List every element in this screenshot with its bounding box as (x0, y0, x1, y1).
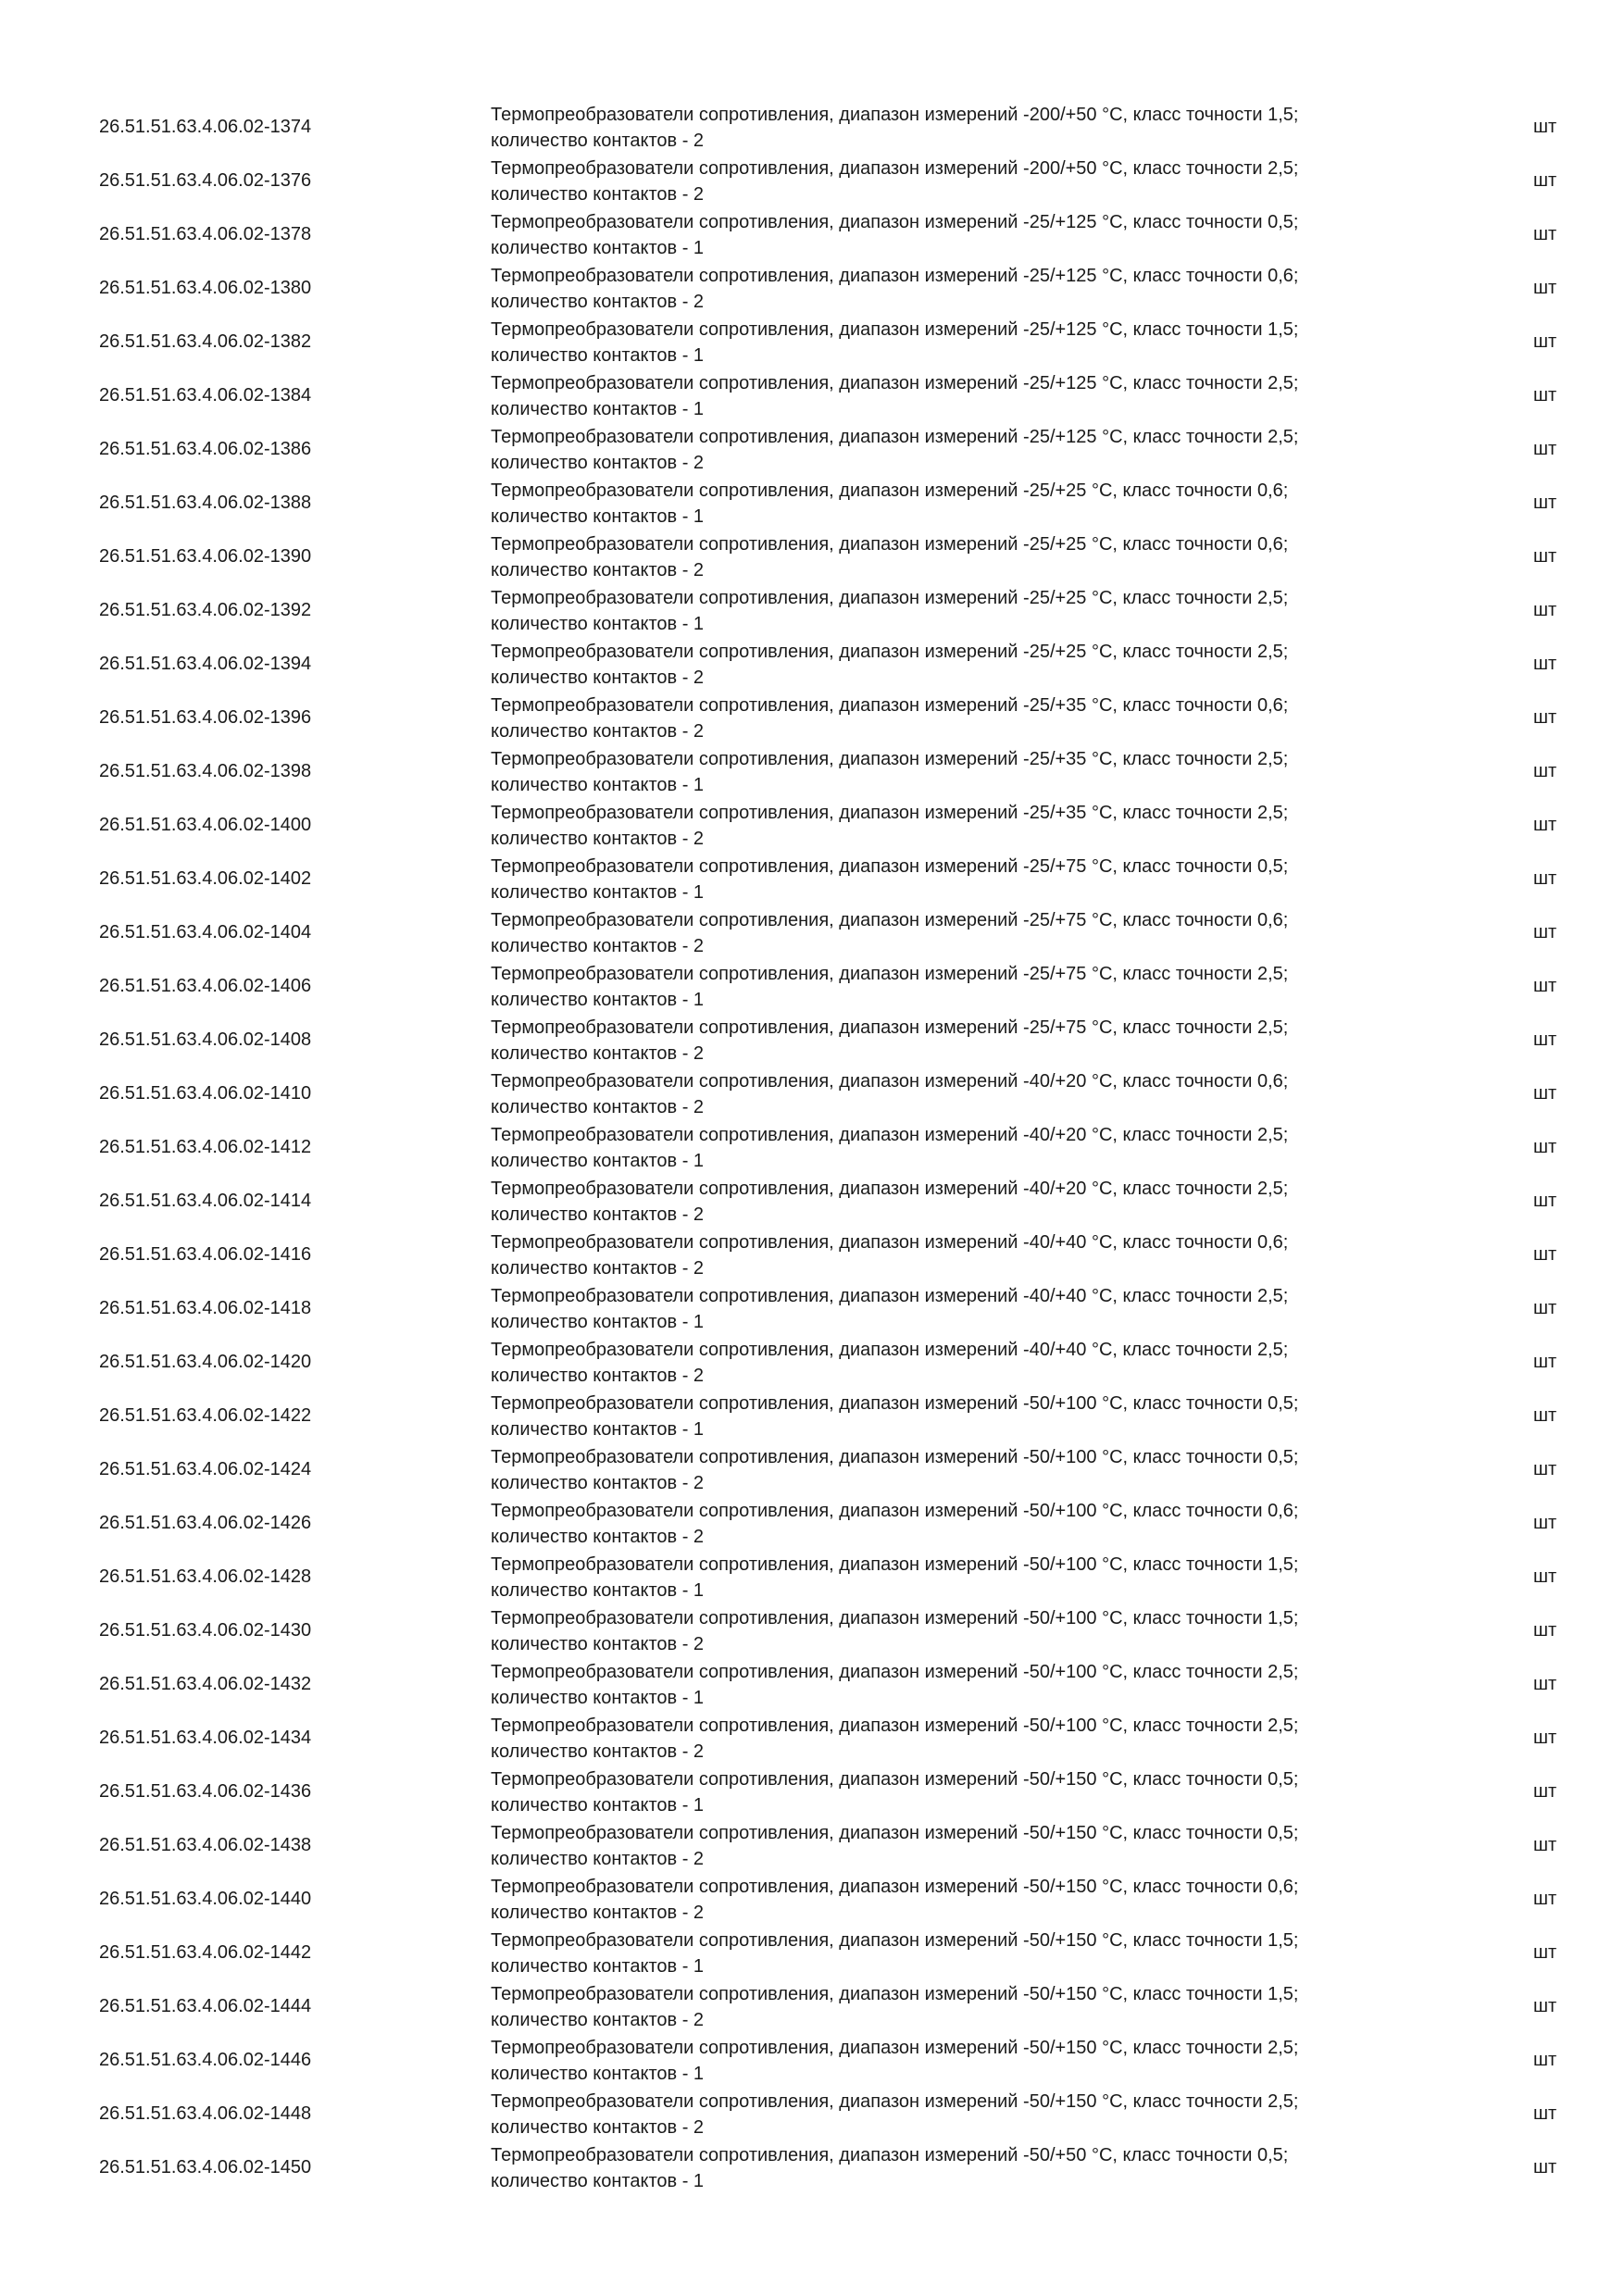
description-line-2: количество контактов - 2 (491, 1473, 705, 1493)
item-unit: шт (1533, 600, 1557, 620)
item-code: 26.51.51.63.4.06.02-1392 (99, 600, 312, 620)
item-code: 26.51.51.63.4.06.02-1374 (99, 117, 312, 137)
item-description (491, 209, 1509, 261)
description-line-1: Термопреобразователи сопротивления, диапазон измерений -50/+150 °С, класс точности 2,5; (491, 2091, 1299, 2112)
table-row (0, 530, 1624, 583)
description-line-2: количество контактов - 1 (491, 1151, 705, 1171)
table-row (0, 959, 1624, 1013)
item-code: 26.51.51.63.4.06.02-1388 (99, 493, 312, 513)
item-code: 26.51.51.63.4.06.02-1450 (99, 2157, 312, 2177)
item-unit: шт (1533, 2157, 1557, 2177)
table-row (0, 1496, 1624, 1550)
item-code: 26.51.51.63.4.06.02-1420 (99, 1352, 312, 1372)
table-row (0, 1335, 1624, 1389)
description-line-2: количество контактов - 1 (491, 1795, 705, 1816)
item-code: 26.51.51.63.4.06.02-1416 (99, 1244, 312, 1265)
item-unit: шт (1533, 1352, 1557, 1372)
description-line-2: количество контактов - 2 (491, 1527, 705, 1547)
item-unit: шт (1533, 546, 1557, 567)
description-line-1: Термопреобразователи сопротивления, диапазон измерений -40/+40 °С, класс точности 0,6; (491, 1232, 1289, 1253)
table-row (0, 1711, 1624, 1765)
table-row (0, 637, 1624, 691)
item-code: 26.51.51.63.4.06.02-1428 (99, 1566, 312, 1587)
description-line-1: Термопреобразователи сопротивления, диапазон измерений -25/+125 °С, класс точности 2,5; (491, 427, 1299, 447)
table-row (0, 1603, 1624, 1657)
item-code: 26.51.51.63.4.06.02-1378 (99, 224, 312, 244)
item-description (491, 1928, 1509, 1979)
item-unit: шт (1533, 1298, 1557, 1318)
description-line-1: Термопреобразователи сопротивления, диапазон измерений -50/+100 °С, класс точности 1,5; (491, 1554, 1299, 1575)
item-description (491, 907, 1509, 959)
item-code: 26.51.51.63.4.06.02-1380 (99, 278, 312, 298)
item-unit: шт (1533, 1513, 1557, 1533)
description-line-1: Термопреобразователи сопротивления, диапазон измерений -25/+125 °С, класс точности 2,5; (491, 373, 1299, 393)
item-code: 26.51.51.63.4.06.02-1382 (99, 331, 312, 352)
item-code: 26.51.51.63.4.06.02-1376 (99, 170, 312, 191)
item-description (491, 2142, 1509, 2194)
item-code: 26.51.51.63.4.06.02-1418 (99, 1298, 312, 1318)
item-code: 26.51.51.63.4.06.02-1404 (99, 922, 312, 942)
item-description (491, 424, 1509, 476)
item-unit: шт (1533, 976, 1557, 996)
description-line-1: Термопреобразователи сопротивления, диапазон измерений -50/+150 °С, класс точности 1,5; (491, 1930, 1299, 1951)
item-code: 26.51.51.63.4.06.02-1426 (99, 1513, 312, 1533)
description-line-1: Термопреобразователи сопротивления, диапазон измерений -40/+20 °С, класс точности 2,5; (491, 1125, 1289, 1145)
description-line-1: Термопреобразователи сопротивления, диапазон измерений -50/+100 °С, класс точности 2,5; (491, 1662, 1299, 1682)
description-line-2: количество контактов - 1 (491, 345, 705, 366)
table-row (0, 852, 1624, 905)
item-code: 26.51.51.63.4.06.02-1438 (99, 1835, 312, 1855)
item-description (491, 263, 1509, 315)
description-line-1: Термопреобразователи сопротивления, диапазон измерений -50/+150 °С, класс точности 0,5; (491, 1823, 1299, 1843)
description-line-2: количество контактов - 2 (491, 1849, 705, 1869)
description-line-2: количество контактов - 1 (491, 614, 705, 634)
item-code: 26.51.51.63.4.06.02-1402 (99, 868, 312, 889)
table-row (0, 1926, 1624, 1979)
item-description (491, 1176, 1509, 1228)
item-description (491, 478, 1509, 530)
item-description (491, 585, 1509, 637)
description-line-2: количество контактов - 2 (491, 1366, 705, 1386)
item-description (491, 1766, 1509, 1818)
description-line-1: Термопреобразователи сопротивления, диапазон измерений -40/+20 °С, класс точности 2,5; (491, 1179, 1289, 1199)
description-line-1: Термопреобразователи сопротивления, диапазон измерений -40/+20 °С, класс точности 0,6; (491, 1071, 1289, 1092)
description-line-1: Термопреобразователи сопротивления, диапазон измерений -25/+125 °С, класс точности 0,6; (491, 266, 1299, 286)
item-description (491, 370, 1509, 422)
item-code: 26.51.51.63.4.06.02-1424 (99, 1459, 312, 1479)
item-unit: шт (1533, 707, 1557, 728)
item-description (491, 1283, 1509, 1335)
item-description (491, 693, 1509, 744)
table-row (0, 1765, 1624, 1818)
description-line-1: Термопреобразователи сопротивления, диапазон измерений -40/+40 °С, класс точности 2,5; (491, 1340, 1289, 1360)
description-line-2: количество контактов - 2 (491, 184, 705, 205)
item-description (491, 2089, 1509, 2140)
item-code: 26.51.51.63.4.06.02-1430 (99, 1620, 312, 1641)
item-description (491, 1498, 1509, 1550)
description-line-2: количество контактов - 1 (491, 882, 705, 903)
item-description (491, 1552, 1509, 1603)
item-unit: шт (1533, 922, 1557, 942)
item-unit: шт (1533, 815, 1557, 835)
item-description (491, 1874, 1509, 1926)
description-line-2: количество контактов - 2 (491, 1043, 705, 1064)
description-line-1: Термопреобразователи сопротивления, диапазон измерений -25/+75 °С, класс точности 0,5; (491, 856, 1289, 877)
table-row (0, 1550, 1624, 1603)
table-row (0, 583, 1624, 637)
description-line-1: Термопреобразователи сопротивления, диапазон измерений -50/+150 °С, класс точности 0,6; (491, 1877, 1299, 1897)
item-unit: шт (1533, 331, 1557, 352)
description-line-1: Термопреобразователи сопротивления, диапазон измерений -50/+150 °С, класс точности 1,5; (491, 1984, 1299, 2004)
item-unit: шт (1533, 2050, 1557, 2070)
description-line-2: количество контактов - 1 (491, 1956, 705, 1977)
description-line-2: количество контактов - 1 (491, 990, 705, 1010)
item-unit: шт (1533, 385, 1557, 406)
description-line-1: Термопреобразователи сопротивления, диапазон измерений -25/+35 °С, класс точности 2,5; (491, 803, 1289, 823)
item-code: 26.51.51.63.4.06.02-1422 (99, 1405, 312, 1426)
table-row (0, 1067, 1624, 1120)
item-unit: шт (1533, 224, 1557, 244)
item-unit: шт (1533, 493, 1557, 513)
item-description (491, 854, 1509, 905)
description-line-2: количество контактов - 2 (491, 1258, 705, 1279)
table-row (0, 1442, 1624, 1496)
table-row (0, 1013, 1624, 1067)
item-code: 26.51.51.63.4.06.02-1400 (99, 815, 312, 835)
item-unit: шт (1533, 1996, 1557, 2016)
item-unit: шт (1533, 439, 1557, 459)
description-line-1: Термопреобразователи сопротивления, диапазон измерений -25/+125 °С, класс точности 0,5; (491, 212, 1299, 232)
item-unit: шт (1533, 1942, 1557, 1963)
item-unit: шт (1533, 2103, 1557, 2124)
item-code: 26.51.51.63.4.06.02-1406 (99, 976, 312, 996)
table-row (0, 261, 1624, 315)
table-row (0, 1228, 1624, 1281)
table-row (0, 691, 1624, 744)
item-unit: шт (1533, 761, 1557, 781)
table-row (0, 744, 1624, 798)
item-unit: шт (1533, 1620, 1557, 1641)
description-line-1: Термопреобразователи сопротивления, диапазон измерений -25/+25 °С, класс точности 2,5; (491, 642, 1289, 662)
item-code: 26.51.51.63.4.06.02-1410 (99, 1083, 312, 1104)
description-line-1: Термопреобразователи сопротивления, диапазон измерений -25/+125 °С, класс точности 1,5; (491, 319, 1299, 340)
item-description (491, 800, 1509, 852)
item-description (491, 1068, 1509, 1120)
description-line-2: количество контактов - 1 (491, 506, 705, 527)
item-unit: шт (1533, 1405, 1557, 1426)
description-line-2: количество контактов - 2 (491, 1634, 705, 1654)
classifier-table (0, 100, 1624, 2194)
item-description (491, 1981, 1509, 2033)
description-line-2: количество контактов - 2 (491, 1097, 705, 1117)
item-description (491, 1391, 1509, 1442)
description-line-2: количество контактов - 1 (491, 2064, 705, 2084)
description-line-1: Термопреобразователи сопротивления, диапазон измерений -25/+75 °С, класс точности 0,6; (491, 910, 1289, 930)
description-line-2: количество контактов - 2 (491, 668, 705, 688)
table-row (0, 154, 1624, 207)
item-code: 26.51.51.63.4.06.02-1390 (99, 546, 312, 567)
description-line-1: Термопреобразователи сопротивления, диапазон измерений -200/+50 °С, класс точности 2,5; (491, 158, 1299, 179)
table-row (0, 100, 1624, 154)
item-code: 26.51.51.63.4.06.02-1432 (99, 1674, 312, 1694)
description-line-2: количество контактов - 2 (491, 829, 705, 849)
description-line-2: количество контактов - 2 (491, 2010, 705, 2030)
item-unit: шт (1533, 868, 1557, 889)
item-description (491, 2035, 1509, 2087)
table-row (0, 1657, 1624, 1711)
description-line-1: Термопреобразователи сопротивления, диапазон измерений -50/+100 °С, класс точности 2,5; (491, 1716, 1299, 1736)
item-code: 26.51.51.63.4.06.02-1440 (99, 1889, 312, 1909)
description-line-2: количество контактов - 1 (491, 238, 705, 258)
item-code: 26.51.51.63.4.06.02-1412 (99, 1137, 312, 1157)
description-line-1: Термопреобразователи сопротивления, диапазон измерений -25/+75 °С, класс точности 2,5; (491, 964, 1289, 984)
description-line-2: количество контактов - 1 (491, 1580, 705, 1601)
description-line-2: количество контактов - 2 (491, 560, 705, 580)
item-code: 26.51.51.63.4.06.02-1444 (99, 1996, 312, 2016)
item-description (491, 531, 1509, 583)
item-code: 26.51.51.63.4.06.02-1436 (99, 1781, 312, 1802)
item-description (491, 1713, 1509, 1765)
item-description (491, 317, 1509, 368)
table-row (0, 2140, 1624, 2194)
item-unit: шт (1533, 1191, 1557, 1211)
description-line-2: количество контактов - 2 (491, 1204, 705, 1225)
item-unit: шт (1533, 1083, 1557, 1104)
item-unit: шт (1533, 170, 1557, 191)
item-description (491, 1122, 1509, 1174)
item-description (491, 1015, 1509, 1067)
description-line-2: количество контактов - 1 (491, 1312, 705, 1332)
description-line-2: количество контактов - 2 (491, 131, 705, 151)
item-description (491, 961, 1509, 1013)
item-code: 26.51.51.63.4.06.02-1448 (99, 2103, 312, 2124)
table-row (0, 2033, 1624, 2087)
description-line-2: количество контактов - 1 (491, 399, 705, 419)
item-unit: шт (1533, 117, 1557, 137)
item-code: 26.51.51.63.4.06.02-1396 (99, 707, 312, 728)
item-description (491, 1444, 1509, 1496)
table-row (0, 905, 1624, 959)
item-unit: шт (1533, 1244, 1557, 1265)
description-line-1: Термопреобразователи сопротивления, диапазон измерений -25/+25 °С, класс точности 2,5; (491, 588, 1289, 608)
item-unit: шт (1533, 1137, 1557, 1157)
item-code: 26.51.51.63.4.06.02-1398 (99, 761, 312, 781)
description-line-2: количество контактов - 2 (491, 1903, 705, 1923)
description-line-1: Термопреобразователи сопротивления, диапазон измерений -50/+100 °С, класс точности 0,5; (491, 1393, 1299, 1414)
description-line-2: количество контактов - 2 (491, 936, 705, 956)
item-description (491, 746, 1509, 798)
item-code: 26.51.51.63.4.06.02-1414 (99, 1191, 312, 1211)
table-row (0, 1174, 1624, 1228)
table-row (0, 1979, 1624, 2033)
item-unit: шт (1533, 654, 1557, 674)
item-code: 26.51.51.63.4.06.02-1384 (99, 385, 312, 406)
item-unit: шт (1533, 1889, 1557, 1909)
table-row (0, 1120, 1624, 1174)
item-description (491, 1229, 1509, 1281)
item-code: 26.51.51.63.4.06.02-1434 (99, 1728, 312, 1748)
item-code: 26.51.51.63.4.06.02-1446 (99, 2050, 312, 2070)
description-line-1: Термопреобразователи сопротивления, диапазон измерений -25/+35 °С, класс точности 2,5; (491, 749, 1289, 769)
item-unit: шт (1533, 1781, 1557, 1802)
description-line-2: количество контактов - 1 (491, 2171, 705, 2191)
item-description (491, 1605, 1509, 1657)
table-row (0, 798, 1624, 852)
description-line-2: количество контактов - 2 (491, 1741, 705, 1762)
item-description (491, 1337, 1509, 1389)
item-description (491, 1820, 1509, 1872)
item-code: 26.51.51.63.4.06.02-1386 (99, 439, 312, 459)
description-line-1: Термопреобразователи сопротивления, диапазон измерений -40/+40 °С, класс точности 2,5; (491, 1286, 1289, 1306)
item-unit: шт (1533, 1459, 1557, 1479)
table-row (0, 422, 1624, 476)
item-unit: шт (1533, 278, 1557, 298)
description-line-1: Термопреобразователи сопротивления, диапазон измерений -50/+100 °С, класс точности 0,6; (491, 1501, 1299, 1521)
item-code: 26.51.51.63.4.06.02-1442 (99, 1942, 312, 1963)
description-line-2: количество контактов - 1 (491, 1419, 705, 1440)
item-code: 26.51.51.63.4.06.02-1408 (99, 1029, 312, 1050)
description-line-1: Термопреобразователи сопротивления, диапазон измерений -50/+150 °С, класс точности 0,5; (491, 1769, 1299, 1790)
item-unit: шт (1533, 1566, 1557, 1587)
item-description (491, 1659, 1509, 1711)
item-description (491, 639, 1509, 691)
table-row (0, 207, 1624, 261)
table-row (0, 2087, 1624, 2140)
description-line-1: Термопреобразователи сопротивления, диапазон измерений -200/+50 °С, класс точности 1,5; (491, 105, 1299, 125)
table-row (0, 315, 1624, 368)
item-code: 26.51.51.63.4.06.02-1394 (99, 654, 312, 674)
table-row (0, 1389, 1624, 1442)
description-line-2: количество контактов - 2 (491, 453, 705, 473)
description-line-1: Термопреобразователи сопротивления, диапазон измерений -25/+75 °С, класс точности 2,5; (491, 1017, 1289, 1038)
table-row (0, 1872, 1624, 1926)
item-description (491, 156, 1509, 207)
description-line-1: Термопреобразователи сопротивления, диапазон измерений -50/+150 °С, класс точности 2,5; (491, 2038, 1299, 2058)
table-row (0, 368, 1624, 422)
description-line-1: Термопреобразователи сопротивления, диапазон измерений -50/+100 °С, класс точности 1,5; (491, 1608, 1299, 1628)
item-unit: шт (1533, 1728, 1557, 1748)
description-line-2: количество контактов - 2 (491, 721, 705, 742)
description-line-1: Термопреобразователи сопротивления, диапазон измерений -25/+35 °С, класс точности 0,6; (491, 695, 1289, 716)
description-line-2: количество контактов - 1 (491, 1688, 705, 1708)
item-unit: шт (1533, 1674, 1557, 1694)
description-line-1: Термопреобразователи сопротивления, диапазон измерений -25/+25 °С, класс точности 0,6; (491, 534, 1289, 555)
item-unit: шт (1533, 1029, 1557, 1050)
table-row (0, 476, 1624, 530)
description-line-1: Термопреобразователи сопротивления, диапазон измерений -50/+100 °С, класс точности 0,5; (491, 1447, 1299, 1467)
description-line-2: количество контактов - 2 (491, 292, 705, 312)
description-line-2: количество контактов - 1 (491, 775, 705, 795)
description-line-1: Термопреобразователи сопротивления, диапазон измерений -50/+50 °С, класс точности 0,5; (491, 2145, 1289, 2165)
item-unit: шт (1533, 1835, 1557, 1855)
table-row (0, 1281, 1624, 1335)
description-line-1: Термопреобразователи сопротивления, диапазон измерений -25/+25 °С, класс точности 0,6; (491, 480, 1289, 501)
description-line-2: количество контактов - 2 (491, 2117, 705, 2138)
item-description (491, 102, 1509, 154)
table-row (0, 1818, 1624, 1872)
